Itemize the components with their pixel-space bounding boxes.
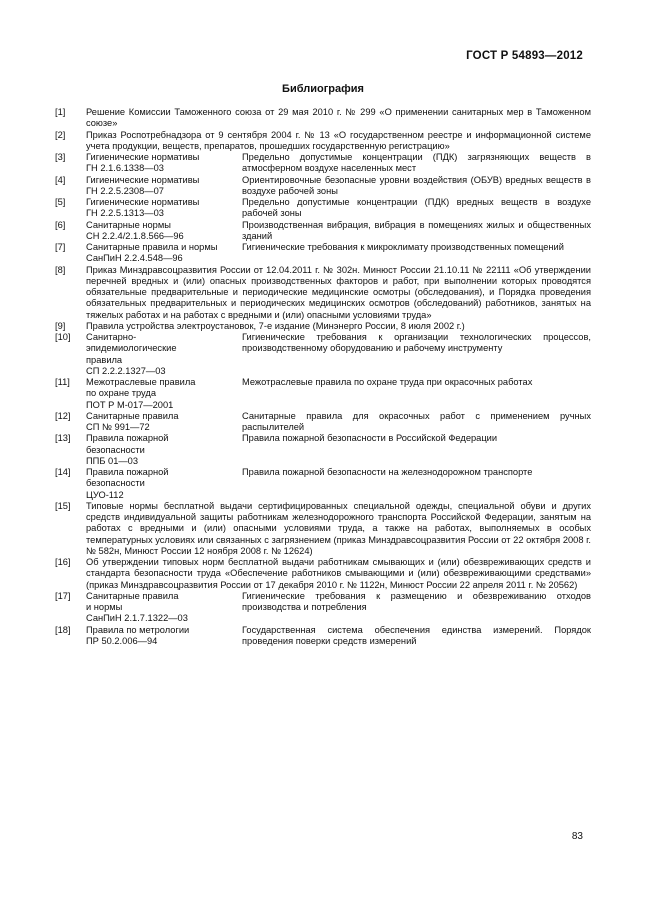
bibliography-entry — [55, 591, 591, 625]
bibliography-title: Библиография — [282, 83, 364, 95]
bibliography-entry — [55, 321, 591, 332]
entry-number: [4] — [55, 174, 66, 185]
designation-line: безопасности — [86, 478, 145, 489]
designation-line: Гигиенические нормативы — [86, 174, 200, 185]
bibliography-entry — [55, 501, 591, 557]
entry-number: [3] — [55, 152, 66, 162]
designation-line: СанПиН 2.1.7.1322—03 — [86, 613, 188, 624]
entry-document-title: Предельно допустимые концентрации (ПДК) загрязняющих веществ в атмосферном воздухе населенных мест — [242, 152, 591, 174]
entry-document-designation — [86, 175, 242, 198]
entry-document-title: Санитарные правила для окрасочных работ с применением ручных распылителей — [242, 410, 591, 432]
entry-document-designation — [86, 591, 242, 625]
entry-document-designation — [86, 411, 242, 434]
entry-document-title: Межотраслевые правила по охране труда при окрасочных работах — [242, 377, 533, 387]
designation-line: ГН 2.2.5.2308—07 — [86, 185, 164, 196]
bibliography-entry — [55, 242, 591, 265]
entry-number: [18] — [55, 624, 71, 635]
document-standard-header: ГОСТ Р 54893—2012 — [466, 50, 583, 62]
designation-line: ППБ 01—03 — [86, 455, 139, 466]
bibliography-entry — [55, 107, 591, 130]
entry-text: Типовые нормы бесплатной выдачи сертифицированных специальной одежды, специальной обуви и других средств индивидуальной защиты работникам железнодорожного транспорта Российской Федерации, занятым на работах с вредными и (или) опасными условиями труда, а также на работах, выполняемых в особых температурных условиях или связанных с загрязнением (приказ Минздравсоцразвития России от 22 октября 2008 г. № 582н, Минюст России 12 ноября 2008 г. № 12624) — [86, 500, 591, 556]
bibliography-entry — [55, 433, 591, 467]
designation-line: Санитарные правила — [86, 590, 179, 601]
designation-line: СП 2.2.2.1327—03 — [86, 365, 166, 376]
entry-document-designation — [86, 467, 242, 501]
entry-text: Приказ Минздравсоцразвития России от 12.04.2011 г. № 302н. Минюст России 21.10.11 № 22111 «Об утверждении перечней вредных и (или) опасных производственных факторов и работ, при выполнении которых проводятся обязательные предварительные и периодические медицинские осмотры (обследования), и Порядка проведения обязательных предварительных и периодических медицинских осмотров (обследований) работников, занятых на тяжелых работах и на работах с вредными и (или) опасными условиями труда» — [86, 264, 591, 320]
designation-line: Санитарные правила и нормы — [86, 242, 218, 252]
entry-document-designation — [86, 377, 242, 411]
designation-line: Гигиенические нормативы — [86, 197, 200, 207]
entry-number: [7] — [55, 242, 66, 252]
entry-document-designation — [86, 625, 242, 648]
designation-line: ЦУО-112 — [86, 489, 124, 500]
entry-document-title: Производственная вибрация, вибрация в помещениях жилых и общественных зданий — [242, 219, 591, 241]
entry-document-title: Правила пожарной безопасности на железнодорожном транспорте — [242, 467, 533, 477]
designation-line: безопасности — [86, 444, 145, 455]
designation-line: Правила пожарной — [86, 433, 169, 444]
designation-line: эпидемиологические — [86, 343, 177, 354]
entry-text: Решение Комиссии Таможенного союза от 29 мая 2010 г. № 299 «О применении санитарных мер в Таможенном союзе» — [86, 107, 591, 129]
entry-document-designation — [86, 433, 242, 467]
bibliography-entry — [55, 332, 591, 377]
bibliography-entry — [55, 175, 591, 198]
entry-number: [14] — [55, 467, 71, 477]
designation-line: и нормы — [86, 602, 123, 612]
bibliography-entry — [55, 265, 591, 321]
entry-document-designation — [86, 197, 242, 220]
entry-number: [2] — [55, 129, 66, 140]
entry-text: Об утверждении типовых норм бесплатной выдачи работникам смывающих и (или) обезвреживающих средств и стандарта безопасности труда «Обеспечение работников смывающими и (или) обезвреживающими средствами» (приказ Минздравсоцразвития России от 17 декабря 2010 г. № 1122н, Минюст России 22 апреля 2011 г. № 20562) — [86, 557, 591, 590]
entry-document-title: Предельно допустимые концентрации (ПДК) вредных веществ в воздухе рабочей зоны — [242, 197, 591, 219]
designation-line: ПР 50.2.006—94 — [86, 635, 158, 646]
designation-line: Санитарные правила — [86, 410, 179, 421]
entry-document-designation — [86, 332, 242, 377]
bibliography-list — [55, 107, 591, 647]
entry-document-title: Ориентировочные безопасные уровни воздействия (ОБУВ) вредных веществ в воздухе рабочей зоны — [242, 174, 591, 196]
bibliography-entry — [55, 467, 591, 501]
entry-text: Приказ Роспотребнадзора от 9 сентября 2004 г. № 13 «О государственном реестре и информационной системе учета продукции, веществ, препаратов, прошедших государственную регистрацию» — [86, 129, 591, 151]
entry-number: [5] — [55, 197, 66, 207]
designation-line: ГН 2.1.6.1338—03 — [86, 163, 164, 174]
entry-number: [17] — [55, 590, 71, 601]
entry-number: [6] — [55, 219, 66, 230]
entry-number: [9] — [55, 320, 66, 331]
bibliography-entry — [55, 411, 591, 434]
entry-number: [8] — [55, 264, 66, 275]
entry-number: [15] — [55, 500, 71, 511]
designation-line: правила — [86, 354, 123, 365]
entry-number: [10] — [55, 332, 71, 342]
page-number: 83 — [571, 831, 583, 842]
bibliography-entry — [55, 625, 591, 648]
designation-line: Гигиенические нормативы — [86, 152, 200, 162]
entry-document-designation — [86, 220, 242, 243]
entry-number: [13] — [55, 433, 71, 444]
bibliography-entry — [55, 220, 591, 243]
designation-line: ПОТ Р М-017—2001 — [86, 399, 174, 410]
bibliography-entry — [55, 197, 591, 220]
designation-line: Санитарные нормы — [86, 219, 171, 230]
entry-document-title: Правила пожарной безопасности в Российской Федерации — [242, 433, 498, 444]
entry-number: [11] — [55, 377, 70, 387]
entry-document-title: Гигиенические требования к организации технологических процессов, производственному оборудованию и рабочему инструменту — [242, 332, 591, 354]
designation-line: Санитарно- — [86, 332, 137, 342]
designation-line: СН 2.2.4/2.1.8.566—96 — [86, 230, 184, 241]
entry-number: [12] — [55, 410, 71, 421]
entry-text: Правила устройства электроустановок, 7-е издание (Минэнерго России, 8 июля 2002 г.) — [86, 320, 465, 331]
designation-line: Правила пожарной — [86, 467, 169, 477]
designation-line: ГН 2.2.5.1313—03 — [86, 208, 164, 219]
bibliography-entry — [55, 152, 591, 175]
designation-line: по охране труда — [86, 388, 156, 399]
entry-document-title: Гигиенические требования к размещению и обезвреживанию отходов производства и потребления — [242, 590, 591, 612]
designation-line: СП № 991—72 — [86, 422, 150, 432]
entry-number: [1] — [55, 107, 66, 117]
entry-document-designation — [86, 152, 242, 175]
designation-line: Межотраслевые правила — [86, 377, 196, 387]
designation-line: СанПиН 2.2.4.548—96 — [86, 253, 183, 264]
bibliography-entry — [55, 377, 591, 411]
entry-document-title: Гигиенические требования к микроклимату производственных помещений — [242, 242, 564, 252]
entry-number: [16] — [55, 557, 71, 567]
bibliography-entry — [55, 557, 591, 591]
bibliography-entry — [55, 130, 591, 153]
entry-document-title: Государственная система обеспечения единства измерений. Порядок проведения поверки средств измерений — [242, 624, 591, 646]
designation-line: Правила по метрологии — [86, 624, 190, 635]
entry-document-designation — [86, 242, 242, 265]
